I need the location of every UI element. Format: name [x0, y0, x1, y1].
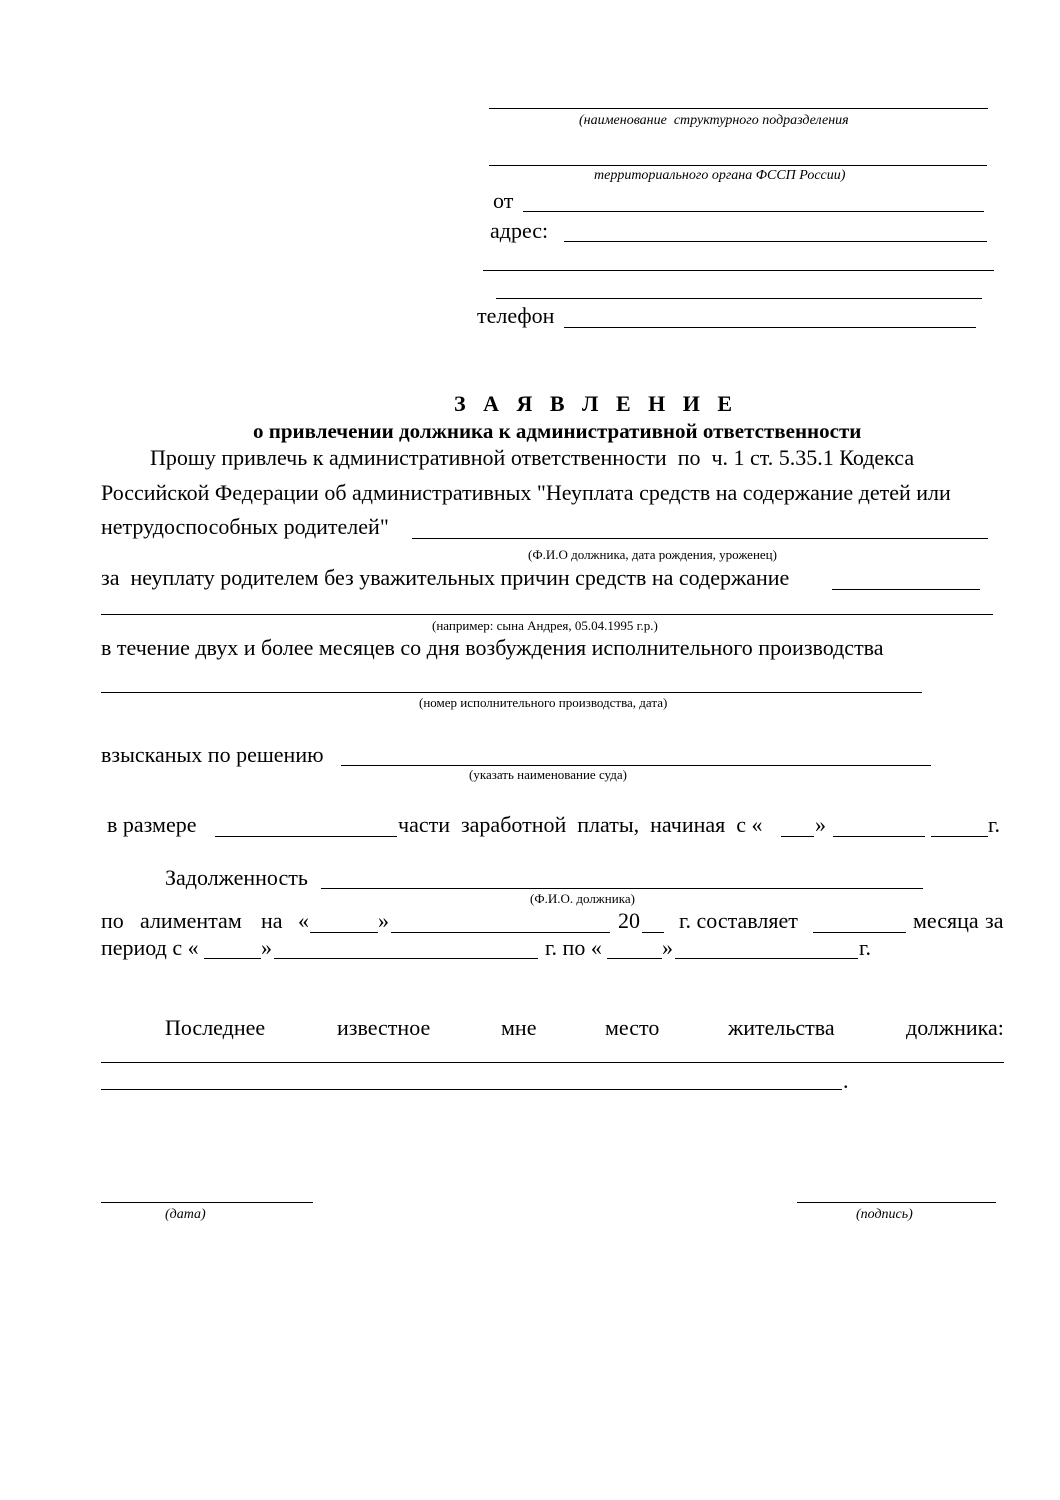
residence-word-3: мне: [501, 1015, 537, 1040]
maintenance-for-line-2[interactable]: [101, 614, 993, 615]
proceeding-line[interactable]: [101, 692, 922, 693]
signature-line[interactable]: [797, 1202, 996, 1203]
amount-close-quote: »: [815, 812, 826, 837]
period-end-month-line[interactable]: [675, 958, 858, 959]
division-name-line[interactable]: [489, 108, 988, 109]
residence-word-1: Последнее: [165, 1015, 266, 1040]
period-start-month-line[interactable]: [274, 958, 538, 959]
debt-word-po: по: [101, 908, 124, 933]
period-to-label: г. по «: [545, 935, 602, 960]
request-line-2: Российской Федерации об административных "Неуплата средств на содержание детей или: [101, 480, 951, 505]
residence-end-dot: .: [843, 1068, 849, 1093]
division-caption: (наименование структурного подразделения: [579, 113, 849, 128]
residence-line-2[interactable]: [101, 1089, 842, 1090]
start-year-line[interactable]: [931, 836, 988, 837]
debtor-name-line[interactable]: [321, 888, 923, 889]
amount-prefix: в размере: [107, 812, 197, 837]
decision-label: взысканых по решению: [101, 742, 324, 767]
court-line[interactable]: [341, 765, 931, 766]
residence-word-6: должника:: [906, 1015, 1004, 1040]
territorial-body-line[interactable]: [489, 165, 987, 166]
period-start-close-quote: »: [261, 935, 272, 960]
debt-amounts-label: г. составляет: [679, 908, 798, 933]
date-line[interactable]: [101, 1202, 313, 1203]
date-caption: (дата): [165, 1207, 206, 1222]
start-month-line[interactable]: [833, 836, 925, 837]
debt-label: Задолженность: [165, 865, 308, 890]
debt-word-alimony: алиментам: [140, 908, 242, 933]
request-line-3: нетрудоспособных родителей": [101, 514, 389, 539]
address-line-3[interactable]: [496, 298, 982, 299]
page-title: З А Я В Л Е Н И Е: [454, 391, 739, 416]
debt-year-line[interactable]: [642, 932, 664, 933]
residence-word-5: жительства: [728, 1015, 835, 1040]
debt-months-line[interactable]: [813, 932, 906, 933]
debtor-name-hint: (Ф.И.О. должника): [530, 891, 635, 906]
request-line-1: Прошу привлечь к административной ответственности по ч. 1 ст. 5.35.1 Кодекса: [150, 445, 915, 470]
phone-label: телефон: [477, 303, 555, 328]
amount-year-suffix: г.: [988, 812, 1001, 837]
residence-word-2: известное: [337, 1015, 431, 1040]
debt-day-line[interactable]: [310, 932, 378, 933]
share-line[interactable]: [215, 836, 397, 837]
page-subtitle: о привлечении должника к административной ответственности: [253, 419, 862, 443]
debt-open-quote: «: [298, 908, 309, 933]
example-hint: (например: сына Андрея, 05.04.1995 г.р.): [432, 618, 658, 633]
start-day-line[interactable]: [781, 836, 814, 837]
proceeding-hint: (номер исполнительного производства, дата): [419, 695, 668, 710]
period-end-year-suffix: г.: [859, 935, 872, 960]
address-line[interactable]: [564, 241, 987, 242]
from-label: от: [493, 188, 514, 213]
residence-word-4: место: [605, 1015, 660, 1040]
debtor-info-hint: (Ф.И.О должника, дата рождения, уроженец): [528, 547, 777, 562]
period-start-label: период с «: [101, 935, 199, 960]
period-end-close-quote: »: [662, 935, 673, 960]
debt-year-prefix: 20: [618, 908, 640, 933]
period-end-day-line[interactable]: [607, 958, 662, 959]
address-line-2[interactable]: [483, 270, 994, 271]
debt-word-on: на: [261, 908, 283, 933]
address-label: адрес:: [490, 218, 549, 243]
amount-mid: части заработной платы, начиная с «: [398, 812, 763, 837]
territorial-body-caption: территориального органа ФССП России): [594, 168, 846, 183]
debtor-info-line[interactable]: [412, 538, 988, 539]
period-line: в течение двух и более месяцев со дня возбуждения исполнительного производства: [101, 635, 884, 660]
debt-month-line[interactable]: [391, 932, 610, 933]
debt-close-quote: »: [378, 908, 389, 933]
court-hint: (указать наименование суда): [469, 767, 627, 782]
residence-line-1[interactable]: [101, 1062, 1004, 1063]
debt-word-for: за: [985, 908, 1004, 933]
signature-caption: (подпись): [856, 1207, 913, 1222]
period-start-day-line[interactable]: [204, 958, 261, 959]
maintenance-for-line[interactable]: [832, 589, 980, 590]
phone-line[interactable]: [564, 327, 976, 328]
nonpayment-line: за неуплату родителем без уважительных причин средств на содержание: [101, 565, 790, 590]
debt-word-months: месяца: [913, 908, 979, 933]
from-line[interactable]: [523, 211, 984, 212]
